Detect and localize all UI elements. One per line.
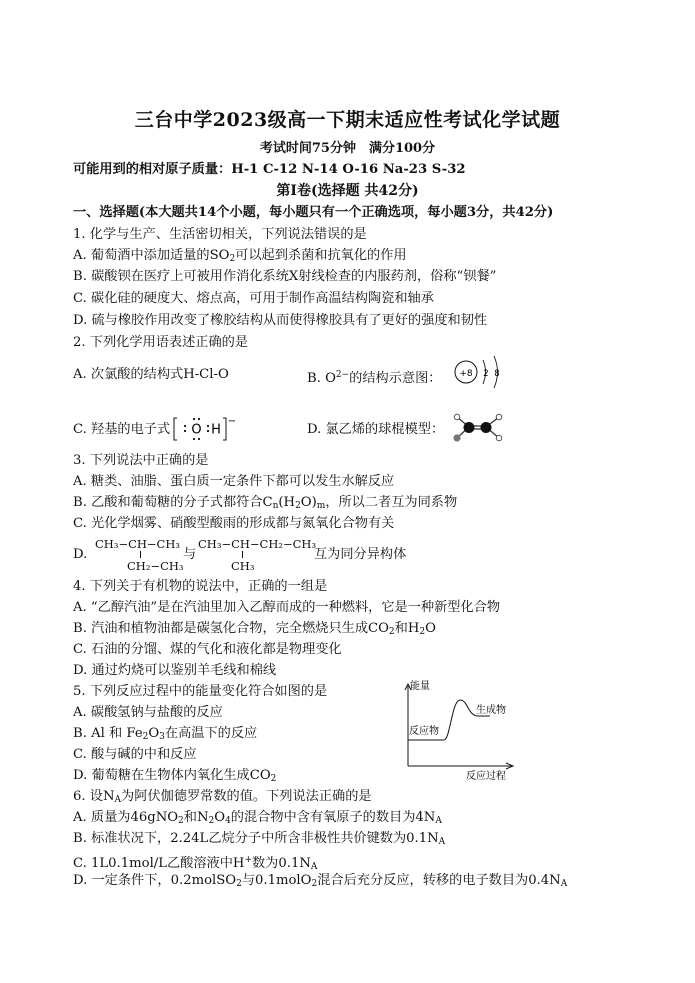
question-3-option-c: C. 光化学烟雾、硝酸型酸雨的形成都与氮氧化合物有关 [73,516,395,531]
question-2-option-d: D. 氯乙烯的球棍模型： [307,422,445,437]
vinyl-chloride-ball-stick-model [449,412,507,444]
ion-shell-1-label: 2 [483,369,489,379]
question-6-option-b: B. 标准状况下，2.24L乙烷分子中所含非极性共价键数为$0.1N_A$ [73,831,446,847]
structure-with-word: 与 [183,547,197,562]
structure-1-top: CH₃−CH−CH₃ [95,537,180,551]
hydroxyl-electron-formula [172,414,238,444]
question-1-option-a: A. 葡萄酒中添加适量的$SO_2$可以起到杀菌和抗氧化的作用 [73,248,407,264]
hydroxyl-charge-label: − [227,416,237,427]
energy-axis-label: 能量 [410,681,430,692]
ion-nucleus-label: +8 [459,369,473,379]
question-4-option-b: B. 汽油和植物油都是碳氢化合物，完全燃烧只生成$CO_2$和$H_2O$ [73,621,436,637]
question-6-option-a: A. 质量为46gNO$_2$和$N_2O_4$的混合物中含有氧原子的数目为$4N_A$ [73,810,442,826]
hydroxyl-h-label: H [211,422,221,438]
oxide-ion-structure-diagram [452,350,512,394]
hydroxyl-o-label: O [191,422,202,438]
question-1-option-d: D. 硫与橡胶作用改变了橡胶结构从而使得橡胶具有了更好的强度和韧性 [73,313,488,328]
atomic-masses: 可能用到的相对原子质量：H-1 C-12 N-14 O-16 Na-23 S-32 [73,162,466,177]
energy-curve [444,700,478,740]
question-6-stem: 6. 设$N_A$为阿伏伽德罗常数的值。下列说法正确的是 [73,789,372,805]
question-3-option-b: B. 乙酸和葡萄糖的分子式都符合$C_n(H_2O)_m$，所以二者互为同系物 [73,495,458,511]
question-5-stem: 5. 下列反应过程中的能量变化符合如图的是 [73,684,328,699]
question-4-option-a: A. “乙醇汽油”是在汽油里加入乙醇而成的一种燃料，它是一种新型化合物 [73,600,501,615]
energy-diagram [400,676,522,782]
question-4-stem: 4. 下列关于有机物的说法中，正确的一组是 [73,579,328,594]
question-5-option-c: C. 酸与碱的中和反应 [73,747,197,762]
product-label: 生成物 [476,705,506,716]
question-2-option-b: B. $O^{2-}$的结构示意图： [307,370,442,386]
question-2-stem: 2. 下列化学用语表述正确的是 [73,335,249,350]
question-1-option-b: B. 碳酸钡在医疗上可被用作消化系统X射线检查的内服药剂，俗称“钡餐” [73,269,497,284]
question-2-option-a: A. 次氯酸的结构式H-Cl-O [73,367,229,382]
question-4-option-d: D. 通过灼烧可以鉴别羊毛线和棉线 [73,663,277,678]
ion-shell-2-label: 8 [494,369,500,379]
question-6-option-d: D. 一定条件下，0.2molSO$_2$与0.1molO$_2$混合后充分反应，转移的电子数目为$0.4N_A$ [73,873,568,889]
structure-2-top: CH₃−CH−CH₂−CH₃ [198,537,317,551]
section-heading: 一、选择题(本大题共14个小题，每小题只有一个正确选项，每小题3分，共42分) [73,205,554,220]
structure-1-bottom: CH₂−CH₃ [127,559,184,573]
question-2-option-c: C. 羟基的电子式 [73,422,171,437]
question-4-option-c: C. 石油的分馏、煤的气化和液化都是物理变化 [73,642,342,657]
exam-info: 考试时间75分钟 满分100分 [259,141,436,156]
reaction-process-axis-label: 反应过程 [466,771,506,782]
question-3-option-a: A. 糖类、油脂、蛋白质一定条件下都可以发生水解反应 [73,474,395,489]
question-3-option-d-tail: 互为同分异构体 [314,547,407,562]
reactant-label: 反应物 [409,726,439,737]
question-5-option-b: B. Al 和 $Fe_2O_3$在高温下的反应 [73,726,258,742]
volume-heading: 第I卷(选择题 共42分) [276,183,419,199]
exam-title: 三台中学2023级高一下期末适应性考试化学试题 [134,109,561,131]
question-5-option-d: D. 葡萄糖在生物体内氧化生成$CO_2$ [73,768,277,784]
question-1-option-c: C. 碳化硅的硬度大、熔点高，可用于制作高温结构陶瓷和轴承 [73,291,434,306]
structure-2-bottom: CH₃ [231,559,255,573]
question-5-option-a: A. 碳酸氢钠与盐酸的反应 [73,705,223,720]
question-6-option-c: C. 1L0.1mol/L乙酸溶液中H+数为$0.1N_A$ [73,855,318,872]
question-3-stem: 3. 下列说法中正确的是 [73,453,209,468]
question-1-stem: 1. 化学与生产、生活密切相关，下列说法错误的是 [73,227,367,242]
question-3-option-d-label: D. [73,547,88,562]
